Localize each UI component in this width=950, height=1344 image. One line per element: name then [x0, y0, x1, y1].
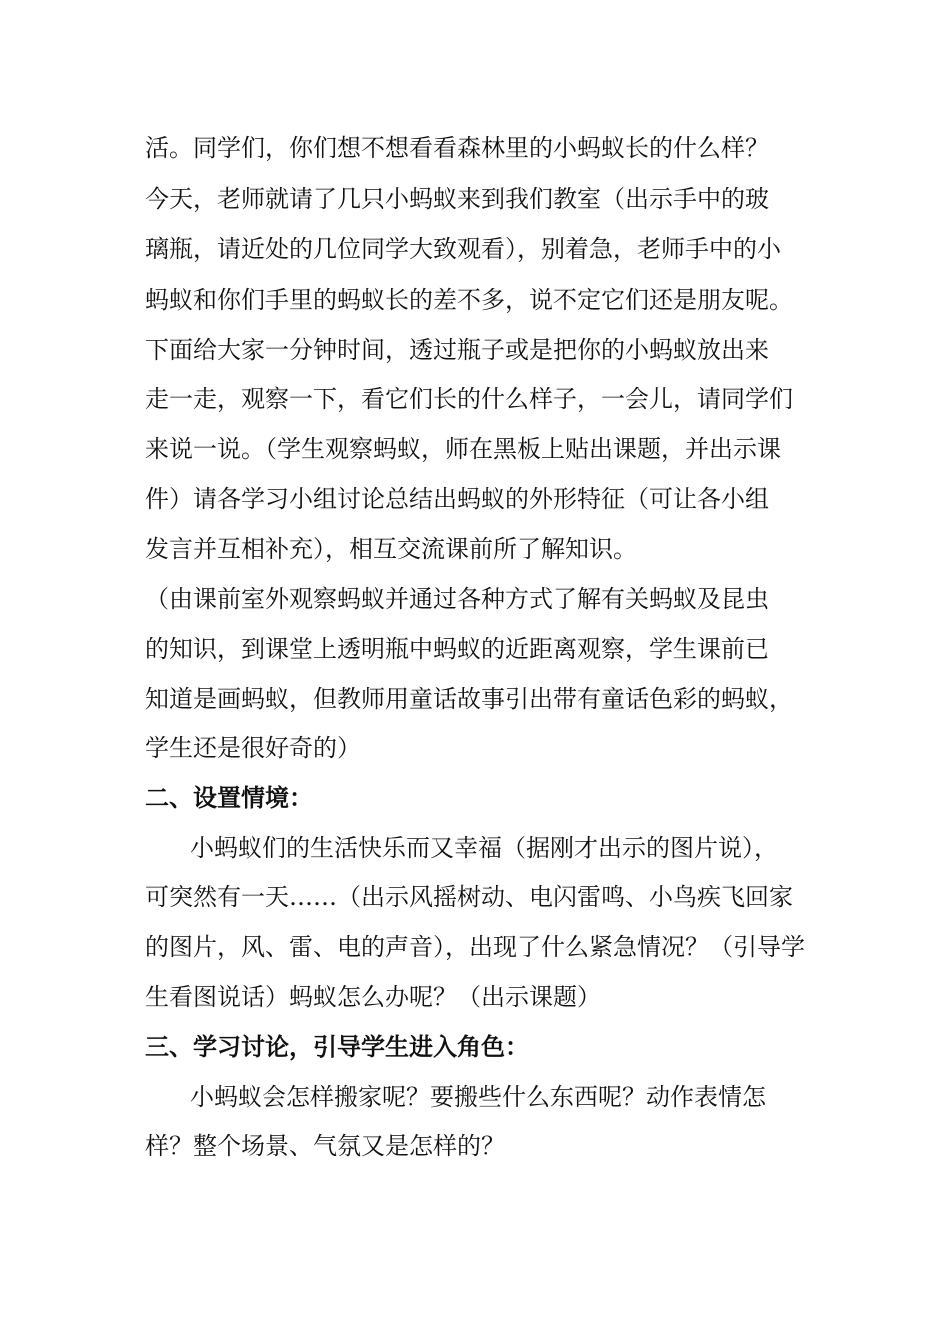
paragraph-line: 学生还是很好奇的） [145, 734, 361, 762]
paragraph-line: 的知识，到课堂上透明瓶中蚂蚁的近距离观察，学生课前已 [145, 635, 769, 663]
paragraph-line: 小蚂蚁会怎样搬家呢？要搬些什么东西呢？动作表情怎 [190, 1083, 766, 1111]
paragraph-line: 蚂蚁和你们手里的蚂蚁长的差不多，说不定它们还是朋友呢。 [145, 286, 793, 314]
paragraph-line: 生看图说话）蚂蚁怎么办呢？（出示课题） [145, 983, 601, 1011]
paragraph-line: 下面给大家一分钟时间，透过瓶子或是把你的小蚂蚁放出来 [145, 336, 769, 364]
paragraph-line: 知道是画蚂蚁，但教师用童话故事引出带有童话色彩的蚂蚁， [145, 685, 793, 713]
paragraph-line: 活。同学们，你们想不想看看森林里的小蚂蚁长的什么样？ [145, 134, 769, 162]
paragraph-line: 件）请各学习小组讨论总结出蚂蚁的外形特征（可让各小组 [145, 485, 769, 513]
paragraph-line: 发言并互相补充），相互交流课前所了解知识。 [145, 535, 637, 563]
paragraph-line: 璃瓶，请近处的几位同学大致观看），别着急，老师手中的小 [145, 235, 781, 263]
paragraph-line: 小蚂蚁们的生活快乐而又幸福（据刚才出示的图片说）， [190, 834, 778, 862]
paragraph-line: 走一走，观察一下，看它们长的什么样子，一会儿，请同学们 [145, 385, 793, 413]
paragraph-line: 的图片，风、雷、电的声音），出现了什么紧急情况？（引导学 [145, 933, 805, 961]
paragraph-line: （由课前室外观察蚂蚁并通过各种方式了解有关蚂蚁及昆虫 [145, 585, 769, 613]
paragraph-line: 可突然有一天……（出示风摇树动、电闪雷鸣、小鸟疾飞回家 [145, 883, 793, 911]
section-heading: 二、设置情境： [145, 783, 313, 812]
section-heading: 三、学习讨论，引导学生进入角色： [145, 1032, 529, 1061]
paragraph-line: 今天，老师就请了几只小蚂蚁来到我们教室（出示手中的玻 [145, 185, 769, 213]
paragraph-line: 来说一说。（学生观察蚂蚁，师在黑板上贴出课题，并出示课 [145, 435, 781, 463]
paragraph-line: 样？整个场景、气氛又是怎样的？ [145, 1132, 505, 1160]
